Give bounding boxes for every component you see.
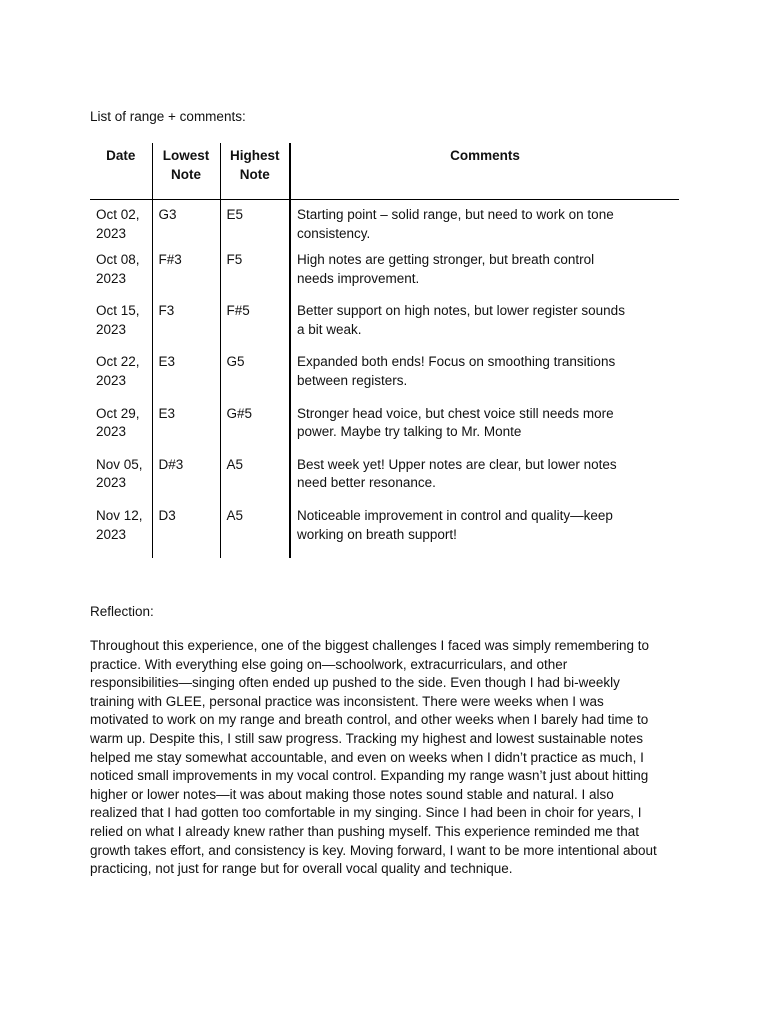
reflection-line: motivated to work on my range and breath control, and other weeks when I barely had time to	[90, 712, 649, 728]
cell-date: Nov 12, 2023	[96, 507, 143, 542]
reflection-line: helped me stay somewhat accountable, and even on weeks when I didn’t practice as much, I	[90, 749, 644, 765]
cell-comment: Noticeable improvement in control and quality—keep working on breath support!	[290, 507, 679, 558]
reflection-line: realized that I had gotten too comfortable in my singing. Since I had been in choir for years, I	[90, 805, 642, 821]
reflection-line: practice. With everything else going on—schoolwork, extracurriculars, and other	[90, 656, 568, 672]
cell-lowest-note: D3	[152, 507, 220, 558]
reflection-line: Throughout this experience, one of the biggest challenges I faced was simply remembering to	[90, 638, 650, 653]
cell-lowest-note: F#3	[152, 251, 220, 302]
reflection-line: noticed small improvements in my vocal control. Expanding my range wasn’t just about hitting	[90, 768, 649, 784]
vocal-range-table	[90, 143, 679, 558]
table-row	[90, 405, 679, 456]
header-comments: Comments	[290, 143, 679, 200]
table-row	[90, 456, 679, 507]
cell-lowest-note: E3	[152, 353, 220, 404]
cell-date: Oct 02, 2023	[96, 207, 140, 241]
cell-highest-note: G5	[220, 353, 290, 404]
reflection-line: higher or lower notes—it was about making those notes sound stable and natural. I also	[90, 786, 614, 802]
header-date: Date	[90, 143, 152, 200]
table-row	[90, 507, 679, 558]
reflection-title: Reflection:	[90, 604, 154, 619]
table-body	[90, 200, 679, 559]
cell-lowest-note: F3	[152, 302, 220, 353]
cell-comment: Better support on high notes, but lower register sounds a bit weak.	[290, 302, 679, 353]
cell-highest-note: A5	[220, 507, 290, 558]
header-lowest-note: Lowest Note	[152, 143, 220, 200]
cell-comment: Starting point – solid range, but need to work on tone consistency.	[290, 200, 679, 252]
reflection-line: training with GLEE, personal practice was inconsistent. There were weeks when I was	[90, 693, 604, 709]
cell-highest-note: G#5	[220, 405, 290, 456]
cell-lowest-note: E3	[152, 405, 220, 456]
cell-date: Oct 15, 2023	[96, 303, 140, 337]
cell-highest-note: F#5	[220, 302, 290, 353]
cell-date: Nov 05, 2023	[96, 456, 143, 491]
table-row	[90, 302, 679, 353]
reflection-paragraph	[90, 637, 690, 879]
header-highest-note: Highest Note	[220, 143, 290, 200]
table-heading: List of range + comments:	[90, 109, 246, 124]
table-row	[90, 251, 679, 302]
reflection-line: warm up. Despite this, I still saw progress. Tracking my highest and lowest sustainable notes	[90, 730, 643, 746]
cell-highest-note: A5	[220, 456, 290, 507]
table-header-row	[90, 143, 679, 200]
cell-comment: Best week yet! Upper notes are clear, but lower notes need better resonance.	[290, 456, 679, 507]
cell-date: Oct 29, 2023	[96, 405, 140, 440]
table-row	[90, 200, 679, 252]
cell-lowest-note: G3	[152, 200, 220, 252]
reflection-line: growth takes effort, and consistency is key. Moving forward, I want to be more intentional about	[90, 842, 657, 858]
cell-highest-note: E5	[220, 200, 290, 252]
cell-date: Oct 08, 2023	[96, 252, 140, 286]
cell-lowest-note: D#3	[152, 456, 220, 507]
cell-highest-note: F5	[220, 251, 290, 302]
reflection-line: practicing, not just for range but for overall vocal quality and technique.	[90, 861, 513, 877]
table-row	[90, 353, 679, 404]
cell-comment: Expanded both ends! Focus on smoothing transitions between registers.	[290, 353, 679, 404]
reflection-line: responsibilities—singing often ended up pushed to the side. Even though I had bi-weekly	[90, 675, 620, 691]
reflection-line: relied on what I already knew rather than pushing myself. This experience reminded me that	[90, 823, 640, 839]
cell-comment: Stronger head voice, but chest voice still needs more power. Maybe try talking to Mr. Monte	[290, 405, 679, 456]
cell-date: Oct 22, 2023	[96, 354, 140, 388]
cell-comment: High notes are getting stronger, but breath control needs improvement.	[290, 251, 679, 302]
